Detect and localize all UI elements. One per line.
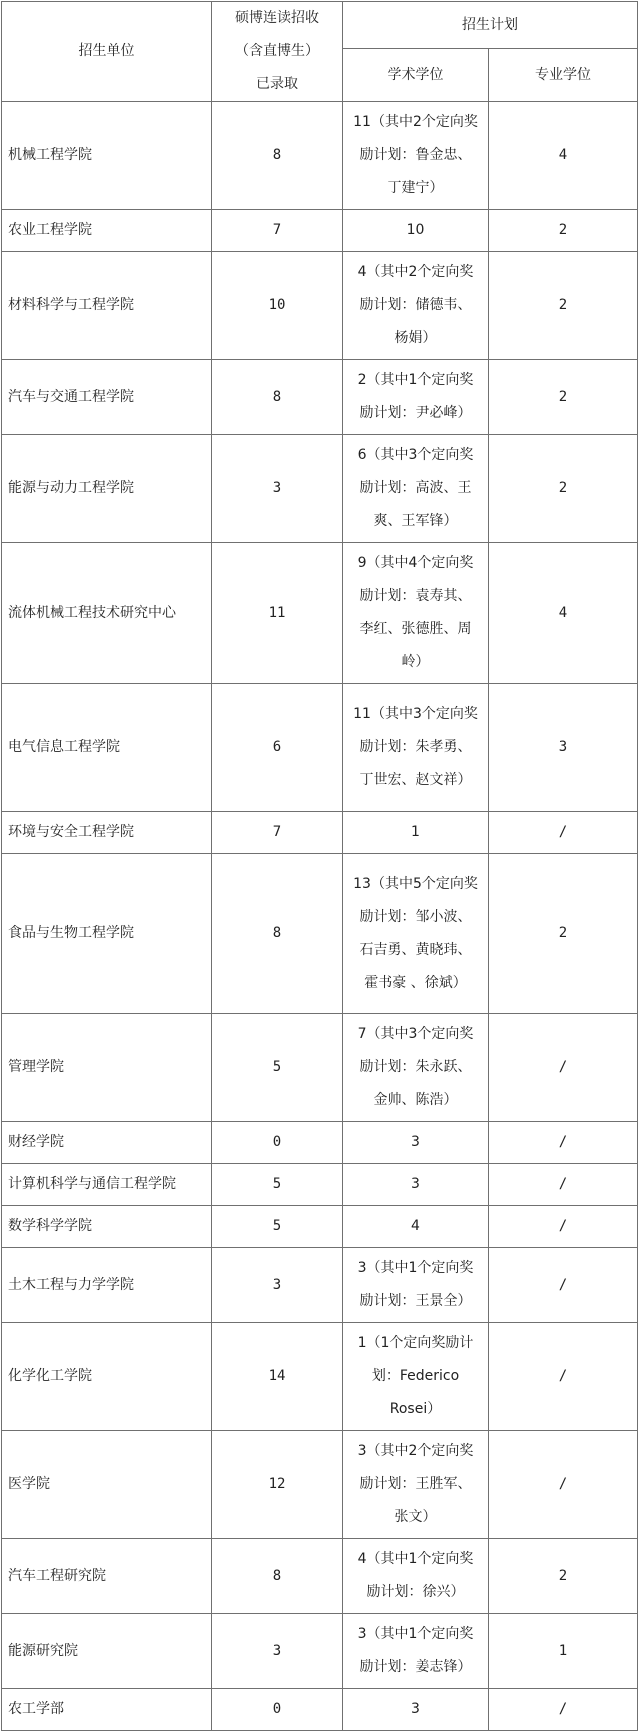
professional-plan-cell: 2	[489, 435, 638, 543]
unit-cell: 食品与生物工程学院	[2, 854, 212, 1014]
academic-plan-cell: 4（其中2个定向奖励计划：储德韦、杨娟）	[343, 252, 489, 360]
table-row	[2, 1206, 638, 1248]
admitted-cell: 3	[212, 435, 343, 543]
table-row	[2, 684, 638, 812]
professional-plan-cell: 1	[489, 1614, 638, 1689]
header-plan: 招生计划	[343, 2, 638, 49]
header-admitted-line3: 已录取	[256, 76, 298, 92]
unit-cell: 医学院	[2, 1431, 212, 1539]
professional-plan-cell: 2	[489, 854, 638, 1014]
unit-cell: 管理学院	[2, 1014, 212, 1122]
professional-plan-cell: /	[489, 1431, 638, 1539]
table-body	[2, 102, 638, 1731]
admitted-cell: 14	[212, 1323, 343, 1431]
academic-plan-cell: 3（其中2个定向奖励计划：王胜军、张文）	[343, 1431, 489, 1539]
unit-cell: 能源与动力工程学院	[2, 435, 212, 543]
professional-plan-cell: 4	[489, 543, 638, 684]
academic-plan-cell: 4（其中1个定向奖励计划：徐兴）	[343, 1539, 489, 1614]
table-row	[2, 210, 638, 252]
admitted-cell: 0	[212, 1689, 343, 1731]
unit-cell: 材料科学与工程学院	[2, 252, 212, 360]
unit-cell: 数学科学学院	[2, 1206, 212, 1248]
header-professional: 专业学位	[489, 49, 638, 102]
table-row	[2, 1431, 638, 1539]
professional-plan-cell: /	[489, 1206, 638, 1248]
professional-plan-cell: /	[489, 1122, 638, 1164]
table-row	[2, 812, 638, 854]
header-unit: 招生单位	[2, 2, 212, 102]
academic-plan-cell: 3	[343, 1164, 489, 1206]
admitted-cell: 3	[212, 1614, 343, 1689]
header-row-1	[2, 2, 638, 49]
table-row	[2, 1539, 638, 1614]
table-row	[2, 1689, 638, 1731]
header-admitted-line1: 硕博连读招收	[235, 10, 319, 26]
unit-cell: 土木工程与力学学院	[2, 1248, 212, 1323]
table-row	[2, 1248, 638, 1323]
academic-plan-cell: 1（1个定向奖励计划：Federico Rosei）	[343, 1323, 489, 1431]
header-admitted-line2: （含直博生）	[235, 43, 319, 59]
table-row	[2, 854, 638, 1014]
academic-plan-cell: 3	[343, 1689, 489, 1731]
table-row	[2, 252, 638, 360]
table-row	[2, 1122, 638, 1164]
table-row	[2, 102, 638, 210]
admitted-cell: 5	[212, 1164, 343, 1206]
professional-plan-cell: /	[489, 1014, 638, 1122]
unit-cell: 农业工程学院	[2, 210, 212, 252]
unit-cell: 计算机科学与通信工程学院	[2, 1164, 212, 1206]
admitted-cell: 10	[212, 252, 343, 360]
admitted-cell: 8	[212, 854, 343, 1014]
admitted-cell: 3	[212, 1248, 343, 1323]
table-row	[2, 1164, 638, 1206]
professional-plan-cell: /	[489, 812, 638, 854]
academic-plan-cell: 13（其中5个定向奖励计划：邹小波、石吉勇、黄晓玮、霍书豪 、徐斌）	[343, 854, 489, 1014]
unit-cell: 汽车工程研究院	[2, 1539, 212, 1614]
admitted-cell: 11	[212, 543, 343, 684]
table-row	[2, 1323, 638, 1431]
academic-plan-cell: 3	[343, 1122, 489, 1164]
unit-cell: 电气信息工程学院	[2, 684, 212, 812]
admitted-cell: 8	[212, 102, 343, 210]
professional-plan-cell: /	[489, 1164, 638, 1206]
admitted-cell: 6	[212, 684, 343, 812]
academic-plan-cell: 11（其中3个定向奖励计划：朱孝勇、丁世宏、赵文祥）	[343, 684, 489, 812]
professional-plan-cell: 2	[489, 360, 638, 435]
admitted-cell: 12	[212, 1431, 343, 1539]
professional-plan-cell: 2	[489, 252, 638, 360]
table-row	[2, 435, 638, 543]
academic-plan-cell: 1	[343, 812, 489, 854]
academic-plan-cell: 9（其中4个定向奖励计划：袁寿其、李红、张德胜、周岭）	[343, 543, 489, 684]
admitted-cell: 8	[212, 1539, 343, 1614]
admitted-cell: 0	[212, 1122, 343, 1164]
academic-plan-cell: 11（其中2个定向奖励计划：鲁金忠、丁建宁）	[343, 102, 489, 210]
academic-plan-cell: 4	[343, 1206, 489, 1248]
professional-plan-cell: 2	[489, 210, 638, 252]
admitted-cell: 7	[212, 812, 343, 854]
professional-plan-cell: 4	[489, 102, 638, 210]
unit-cell: 农工学部	[2, 1689, 212, 1731]
table-row	[2, 1614, 638, 1689]
professional-plan-cell: 3	[489, 684, 638, 812]
unit-cell: 化学化工学院	[2, 1323, 212, 1431]
academic-plan-cell: 7（其中3个定向奖励计划：朱永跃、金帅、陈浩）	[343, 1014, 489, 1122]
admitted-cell: 5	[212, 1014, 343, 1122]
academic-plan-cell: 3（其中1个定向奖励计划：王景全）	[343, 1248, 489, 1323]
unit-cell: 汽车与交通工程学院	[2, 360, 212, 435]
table-row	[2, 1014, 638, 1122]
unit-cell: 流体机械工程技术研究中心	[2, 543, 212, 684]
admitted-cell: 8	[212, 360, 343, 435]
professional-plan-cell: 2	[489, 1539, 638, 1614]
admitted-cell: 5	[212, 1206, 343, 1248]
professional-plan-cell: /	[489, 1248, 638, 1323]
unit-cell: 环境与安全工程学院	[2, 812, 212, 854]
academic-plan-cell: 2（其中1个定向奖励计划：尹必峰）	[343, 360, 489, 435]
professional-plan-cell: /	[489, 1689, 638, 1731]
admission-plan-table	[1, 1, 638, 1731]
unit-cell: 财经学院	[2, 1122, 212, 1164]
academic-plan-cell: 6（其中3个定向奖励计划：高波、王爽、王军锋）	[343, 435, 489, 543]
professional-plan-cell: /	[489, 1323, 638, 1431]
academic-plan-cell: 3（其中1个定向奖励计划：姜志锋）	[343, 1614, 489, 1689]
table-row	[2, 543, 638, 684]
admitted-cell: 7	[212, 210, 343, 252]
unit-cell: 机械工程学院	[2, 102, 212, 210]
header-admitted	[212, 2, 343, 102]
academic-plan-cell: 10	[343, 210, 489, 252]
unit-cell: 能源研究院	[2, 1614, 212, 1689]
table-row	[2, 360, 638, 435]
header-academic: 学术学位	[343, 49, 489, 102]
